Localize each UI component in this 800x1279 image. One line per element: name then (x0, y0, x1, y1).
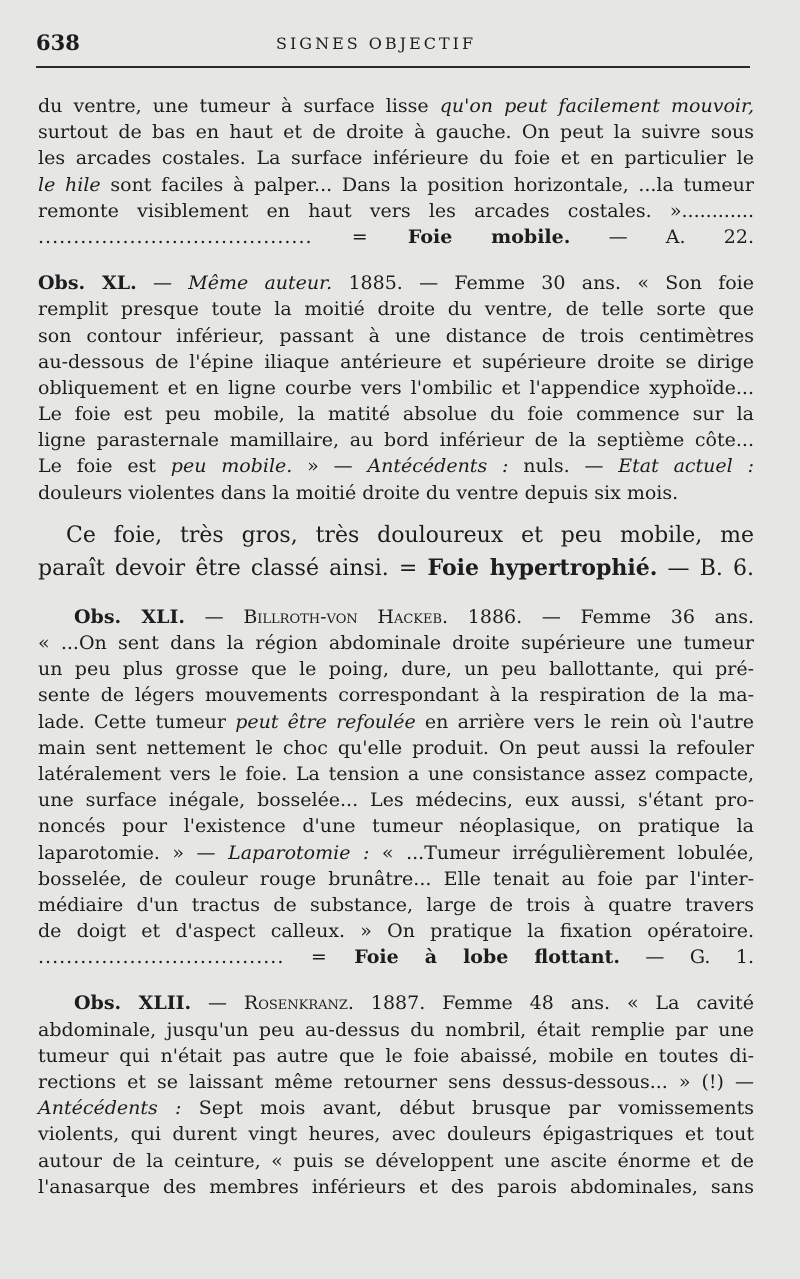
header-rule (36, 66, 750, 68)
text-line: douleurs violentes dans la moitié droite du ventre depuis six mois. (38, 481, 679, 504)
text-line: ligne parasternale mamillaire, au bord inférieur de la septième côte... (38, 429, 754, 452)
text-line: remplit presque toute la moitié droite du ventre, de telle sorte que (38, 298, 754, 321)
diagnosis: Foie à lobe flottant. (354, 946, 620, 969)
text-line: rections et se laissant même retourner sens dessus-dessous... » (!) — (38, 1071, 754, 1093)
text-line: l'anasarque des membres inférieurs et des parois abdominales, sans (38, 1175, 754, 1198)
obs-heading: Obs. XL. (38, 272, 137, 295)
text-line: lade. Cette tumeur peut être refoulée en arrière vers le rein où l'autre (38, 710, 755, 733)
text-line: les arcades costales. La surface inférieure du foie et en particulier le (38, 147, 754, 170)
observation-42 (38, 990, 754, 1200)
text-line: latéralement vers le foie. La tension a une consistance assez compacte, (38, 762, 754, 785)
text-line: Obs. XL. — Même auteur. 1885. — Femme 30 ans. « Son foie (38, 272, 754, 295)
page-body (38, 93, 754, 1200)
text-line: Obs. XLII. — Rosenkranz. 1887. Femme 48 ans. « La cavité (74, 992, 754, 1015)
text-line: le hile sont faciles à palper... Dans la position horizontale, ...la tumeur (38, 173, 754, 196)
text-line: obliquement et en ligne courbe vers l'ombilic et l'appendice xyphoïde... (38, 376, 754, 399)
diagnosis: Foie hypertrophié. (427, 554, 658, 581)
page-header (36, 30, 750, 60)
text-line: Antécédents : Sept mois avant, début brusque par vomissements (38, 1097, 755, 1120)
observation-40 (38, 270, 754, 506)
text-line: au-dessous de l'épine iliaque antérieure et supérieure droite se dirige (38, 350, 754, 373)
text-line: Obs. XLI. — Billroth-von Hackeb. 1886. — Femme 36 ans. (74, 605, 754, 628)
text-line: paraît devoir être classé ainsi. = Foie hypertrophié. — B. 6. (38, 554, 754, 581)
text-line: abdominale, jusqu'un peu au-dessus du nombril, était remplie par une (38, 1018, 754, 1041)
text-line: sente de légers mouvements correspondant à la respiration de la ma- (38, 684, 754, 707)
obs-heading: Obs. XLII. (74, 992, 192, 1015)
running-title: SIGNES OBJECTIF (276, 34, 477, 53)
commentary-40 (38, 520, 754, 584)
text-line: bosselée, de couleur rouge brunâtre... Elle tenait au foie par l'inter- (38, 867, 754, 890)
text-line: médiaire d'un tractus de substance, large de trois à quatre travers (38, 893, 754, 916)
text-line: main sent nettement le choc qu'elle produit. On peut aussi la refouler (38, 736, 754, 759)
text-line: Le foie est peu mobile, la matité absolue du foie commence sur la (38, 403, 754, 426)
text-line: son contour inférieur, passant à une distance de trois centimètres (38, 324, 754, 347)
text-line: une surface inégale, bosselée... Les médecins, eux aussi, s'étant pro- (38, 789, 754, 812)
text-line: un peu plus grosse que le poing, dure, un peu ballottante, qui pré- (38, 658, 754, 681)
page-number: 638 (36, 30, 80, 55)
obs-heading: Obs. XLI. (74, 605, 185, 628)
text-line: violents, qui durent vingt heures, avec douleurs épigastriques et tout (38, 1123, 754, 1146)
text-line: de doigt et d'aspect calleux. » On pratique la fixation opératoire. (38, 920, 754, 943)
text-line: surtout de bas en haut et de droite à gauche. On peut la suivre sous (38, 121, 754, 144)
text-line: du ventre, une tumeur à surface lisse qu'on peut facilement mouvoir, (38, 95, 754, 117)
text-line: « ...On sent dans la région abdominale droite supérieure une tumeur (38, 632, 754, 654)
text-line: tumeur qui n'était pas autre que le foie abaissé, mobile en toutes di- (38, 1044, 754, 1067)
text-line: ....................................... = Foie mobile. — A. 22. (38, 225, 754, 248)
diagnosis: Foie mobile. (407, 225, 571, 248)
text-line: remonte visiblement en haut vers les arcades costales. »............ (38, 199, 754, 222)
text-line: Le foie est peu mobile. » — Antécédents : nuls. — Etat actuel : (38, 455, 754, 478)
text-line: autour de la ceinture, « puis se développent une ascite énorme et de (38, 1149, 754, 1172)
text-line: noncés pour l'existence d'une tumeur néoplasique, on pratique la (38, 815, 754, 838)
observation-41 (38, 604, 754, 971)
text-line: laparotomie. » — Laparotomie : « ...Tumeur irrégulièrement lobulée, (38, 841, 754, 864)
text-line: ................................... = Foie à lobe flottant. — G. 1. (38, 946, 755, 969)
text-line: Ce foie, très gros, très douloureux et peu mobile, me (66, 522, 754, 548)
